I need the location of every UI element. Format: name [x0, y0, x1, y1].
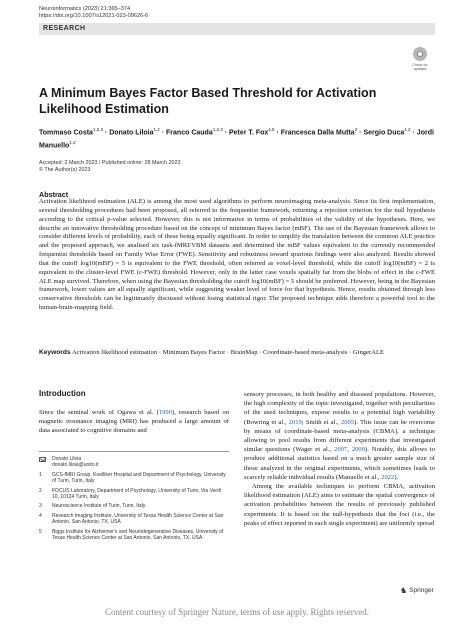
copyright-line: © The Author(s) 2023	[39, 167, 91, 174]
contact-email[interactable]: donato.liloia@unito.it	[52, 462, 99, 469]
article-title: A Minimum Bayes Factor Based Threshold for Activation Likelihood Estimation	[39, 86, 377, 116]
author-name[interactable]: Peter T. Fox	[228, 129, 269, 137]
journal-header	[39, 6, 148, 21]
footnote-marker: 1	[39, 471, 42, 478]
affiliation-footnotes	[39, 451, 229, 544]
publication-dates	[39, 160, 180, 174]
intro-right-column	[244, 390, 435, 528]
abstract-heading: Abstract	[39, 190, 69, 199]
publisher-name: Springer	[409, 587, 434, 594]
citation-link[interactable]: 1990	[158, 409, 173, 416]
corresponding-author	[39, 456, 229, 469]
author-separator: ·	[102, 129, 110, 137]
author-separator: ·	[274, 129, 281, 137]
author-name[interactable]: Donato Liloia	[109, 129, 154, 137]
footnote-marker: 2	[39, 487, 42, 494]
check-updates-icon	[413, 47, 427, 61]
contact-name: Donato Liloia	[52, 456, 82, 462]
accepted-published-dates: Accepted: 2 March 2023 / Published online: 28 March 2023	[39, 160, 181, 166]
affiliation-footnote	[39, 503, 229, 509]
author-name[interactable]: Franco Cauda	[166, 129, 213, 137]
footnote-marker: 4	[39, 512, 42, 519]
author-affiliation-marks: 1,2	[69, 140, 76, 146]
author-affiliation-marks: 2	[354, 127, 358, 132]
author-separator: ·	[159, 129, 167, 137]
author-affiliation-marks: 1,2	[404, 127, 411, 132]
author-separator: ·	[410, 129, 417, 137]
check-for-updates-badge[interactable]	[406, 47, 434, 77]
author-separator: ·	[222, 129, 229, 137]
affiliation-footnote	[39, 529, 229, 542]
journal-citation: Neuroinformatics (2023) 21:365–374	[39, 6, 131, 12]
affiliation-text: Research Imaging Institute, University of Texas Health Science Center at San Antonio, San Antonio, TX, USA	[52, 512, 224, 526]
courtesy-notice: Content courtesy of Springer Nature, terms of use apply. Rights reserved.	[104, 607, 370, 617]
citation-link[interactable]: 2005	[340, 418, 355, 426]
check-updates-label: Check for updates	[412, 63, 428, 72]
author-separator: ·	[357, 129, 364, 137]
intro-right-paragraph-2: Among the available techniques to perform CBMA, activation likelihood estimation (ALE) aims to estimate the spatial convergence of activation probabilities between the results of previously published experiments. It is based on the null-hypothesis that the foci (i.e., the peaks of effect reported in each single experiment) are uniformly spread	[244, 483, 435, 527]
footnote-marker: 3	[39, 503, 42, 510]
abstract-text: Activation likelihood estimation (ALE) is among the most used algorithms to perform neuroimaging meta-analysis. Since its first implementation, several thresholding procedures had been proposed, all referred to the frequentist framework, returning a rejection criterion for the null hypothesis according to the critical p-value selected. However, this is not informative in terms of probabilities of the validity of the hypotheses. Here, we describe an innovative thresholding procedure based on the concept of minimum Bayes factor (mBF). The use of the Bayesian framework allows to consider different levels of probability, each of these being equally significant. In order to simplify the translation between the common ALE practice and the proposed approach, we analised six task-fMRI/VBM datasets and determined the mBF values equivalent to the currently recommended frequentist thresholds based on Family Wise Error (FWE). Sensitivity and robustness toward spurious findings were also analyzed. Results showed that the cutoff log10(mBF) = 5 is equivalent to the FWE threshold, often referred as voxel-level threshold, while the cutoff log10(mBF) = 2 is equivalent to the cluster-level FWE (c-FWE) threshold. However, only in the latter case voxels spatially far from the blobs of effect in the c-FWE ALE map survived. Therefore, when using the Bayesian thresholding the cutoff log10(mBF) = 5 should be preferred. However, being in the Bayesian framework, lower values are all equally significant, while suggesting weaker level of force for that hypothesis. Hence, results obtained through less conservative thresholds can be legitimately discussed without losing statistical rigor. The proposed technique adds therefore a powerful tool to the human-brain-mapping field.	[39, 198, 435, 312]
citation-link[interactable]: 2007	[334, 446, 348, 454]
affiliation-footnote	[39, 488, 229, 501]
affiliation-text: GCS-fMRI Group, Koelliker Hospital and Department of Psychology, University of Turin, Turin, Italy	[52, 471, 226, 485]
author-affiliation-marks: 1,2,3	[212, 127, 223, 132]
article-type-label: RESEARCH	[43, 25, 86, 32]
author-name[interactable]: Tommaso Costa	[39, 129, 93, 137]
affiliation-text: Biggs Institute for Alzheimer's and Neurodegenerative Diseases, University of Texas Health Science Center at San Antonio, San Antonio, TX, USA	[52, 528, 224, 542]
keywords	[39, 349, 435, 358]
footnote-marker: 5	[39, 528, 42, 535]
keywords-text: Activation likelihood estimation · Minimum Bayes Factor · BrainMap · Coordinate-based meta-analysis · GingerALE	[71, 349, 385, 356]
article-type-bar	[39, 23, 435, 35]
keywords-label: Keywords	[39, 349, 71, 356]
springer-horse-icon: ♞	[400, 586, 408, 595]
author-name[interactable]: Francesca Dalla Mutta	[280, 129, 355, 137]
affiliation-footnote	[39, 513, 229, 526]
affiliation-footnote	[39, 472, 229, 485]
author-list	[39, 125, 435, 152]
publisher-logo	[400, 586, 434, 595]
affiliation-text: FOCUS Laboratory, Department of Psychology, University of Turin, Via Verdi 10, 10124 Turin, Italy	[52, 487, 221, 501]
citation-link[interactable]: 2009	[351, 446, 366, 454]
citation-link[interactable]: 2019	[288, 418, 302, 426]
citation-link[interactable]: 2022	[381, 473, 395, 481]
doi-link[interactable]: https://doi.org/10.1007/s12021-023-09626-6	[39, 13, 149, 20]
author-affiliation-marks: 1,2	[153, 127, 160, 132]
envelope-icon	[39, 457, 46, 462]
introduction-heading: Introduction	[39, 389, 86, 398]
author-affiliation-marks: 1,2,3	[92, 127, 103, 132]
intro-right-paragraph-1: sensory processes, in both healthy and diseased populations. However, the high complexity of the topic investigated, together with peculiarities of the used techniques, expose results to a potential high variability (Bowring et al., 2019; Smith et al., 2005). This issue can be overcome by means of coordinate-based meta-analysis (CBMA), a technique allowing to pool results from different experiments that investigated similar questions (Wager et al., 2007, 2009). Notably, this allows to produce additional statistics based on a much greater sample size of those analyzed in the original experiments, which sometimes leads to scarcely reliable individual results (Manuello et al., 2022).	[244, 391, 435, 481]
affiliation-text: Neuroscience Institute of Turin, Turin, Italy	[52, 503, 146, 510]
intro-left-paragraph: Since the seminal work of Ogawa et al. (1990), research based on magnetic resonance imaging (MRI) has produced a large amount of data associated to cognitive domains and	[39, 409, 230, 435]
author-name[interactable]: Sergio Duca	[363, 129, 405, 137]
author-name[interactable]: Jordi Manuello	[39, 129, 434, 150]
author-affiliation-marks: 4,5	[268, 127, 275, 132]
